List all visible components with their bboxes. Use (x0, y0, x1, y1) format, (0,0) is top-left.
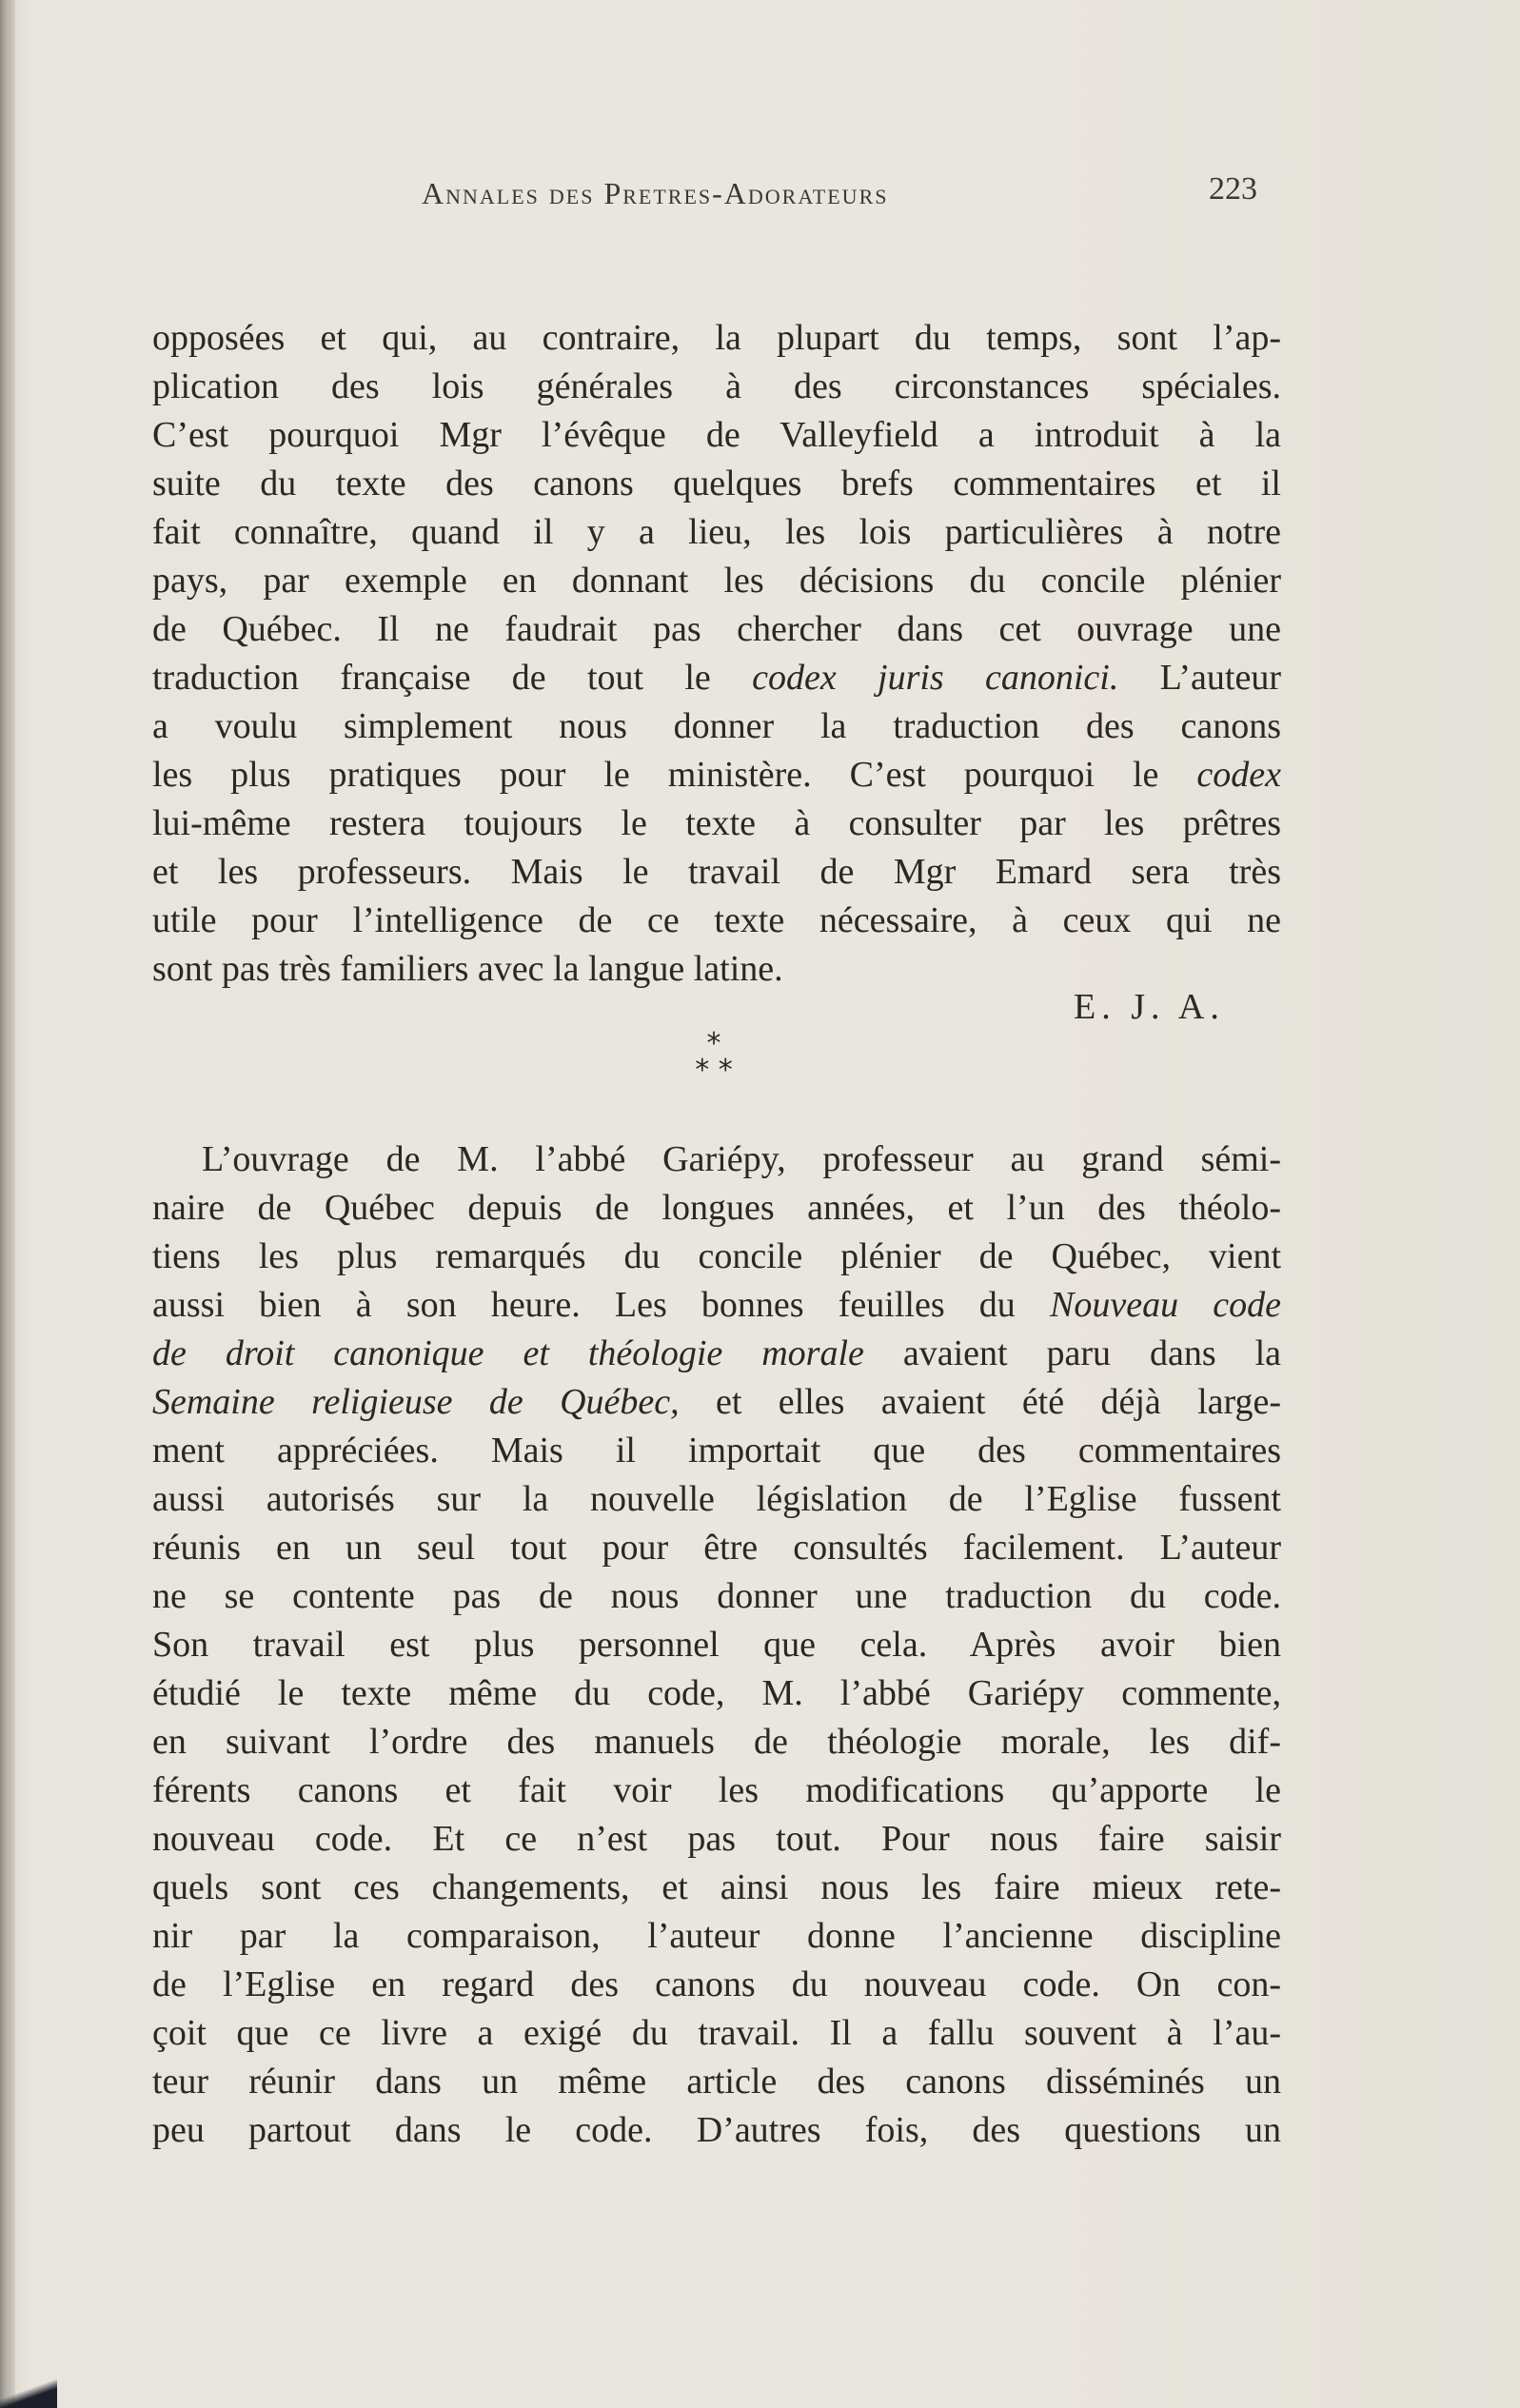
asterism-bottom: * * (695, 1054, 733, 1087)
text-line: en suivant l’ordre des manuels de théologie morale, les dif- (152, 1722, 1281, 1762)
italic-title: Semaine religieuse de Québec, (152, 1382, 680, 1422)
text-line: pays, par exemple en donnant les décisions du concile plénier (152, 561, 1281, 601)
paragraph-2 (152, 1135, 1281, 2155)
text-line: réunis en un seul tout pour être consultés facilement. L’auteur (152, 1528, 1281, 1568)
text-line: peu partout dans le code. D’autres fois, des questions un (152, 2110, 1281, 2150)
italic-title: de droit canonique et théologie morale (152, 1333, 864, 1373)
text-run: les plus pratiques pour le ministère. C’est pourquoi le (152, 755, 1197, 795)
text-line (152, 1281, 1281, 1330)
text-line: naire de Québec depuis de longues années, et l’un des théolo- (152, 1188, 1281, 1228)
text-line: çoit que ce livre a exigé du travail. Il a fallu souvent à l’au- (152, 2013, 1281, 2053)
text-line: Son travail est plus personnel que cela. Après avoir bien (152, 1625, 1281, 1665)
text-run: aussi bien à son heure. Les bonnes feuilles du (152, 1285, 1050, 1325)
running-header: Annales des Pretres-Adorateurs (422, 176, 889, 210)
signature-initials: E. J. A. (1074, 987, 1225, 1027)
text-line: et les professeurs. Mais le travail de Mgr Emard sera très (152, 852, 1281, 892)
text-line: ment appréciées. Mais il importait que des commentaires (152, 1431, 1281, 1470)
text-line: nir par la comparaison, l’auteur donne l’ancienne discipline (152, 1916, 1281, 1956)
text-line: C’est pourquoi Mgr l’évêque de Valleyfield a introduit à la (152, 415, 1281, 455)
italic-title: codex (1196, 755, 1281, 795)
text-line: teur réunir dans un même article des canons disséminés un (152, 2062, 1281, 2102)
paragraph-1 (152, 314, 1281, 994)
text-line: sont pas très familiers avec la langue latine. (152, 949, 783, 989)
text-line: a voulu simplement nous donner la traduction des canons (152, 706, 1281, 746)
text-line: quels sont ces changements, et ainsi nous les faire mieux rete- (152, 1867, 1281, 1907)
text-run: et elles avaient été déjà large- (679, 1382, 1282, 1422)
italic-title: Nouveau code (1050, 1285, 1281, 1325)
text-run: avaient paru dans la (863, 1333, 1282, 1373)
text-run: traduction française de tout le (152, 658, 753, 698)
page-corner-shadow (0, 2379, 57, 2408)
text-line (152, 1378, 1281, 1427)
text-line (152, 1330, 1281, 1378)
text-run: L’auteur (1118, 658, 1281, 698)
text-line: de Québec. Il ne faudrait pas chercher dans cet ouvrage une (152, 609, 1281, 649)
text-line: L’ouvrage de M. l’abbé Gariépy, professeur au grand sémi- (202, 1139, 1281, 1179)
asterism-divider (666, 1027, 761, 1087)
text-line: fait connaître, quand il y a lieu, les lois particulières à notre (152, 512, 1281, 552)
book-spine-shadow (0, 0, 15, 2408)
text-line: lui-même restera toujours le texte à consulter par les prêtres (152, 803, 1281, 843)
text-line: étudié le texte même du code, M. l’abbé Gariépy commente, (152, 1673, 1281, 1713)
text-line (152, 654, 1281, 702)
text-line: utile pour l’intelligence de ce texte nécessaire, à ceux qui ne (152, 900, 1281, 940)
text-line: ne se contente pas de nous donner une traduction du code. (152, 1576, 1281, 1616)
text-line: de l’Eglise en regard des canons du nouveau code. On con- (152, 1964, 1281, 2004)
text-line: suite du texte des canons quelques brefs commentaires et il (152, 464, 1281, 503)
page-number: 223 (1209, 171, 1257, 207)
text-line: plication des lois générales à des circonstances spéciales. (152, 366, 1281, 406)
text-line: nouveau code. Et ce n’est pas tout. Pour nous faire saisir (152, 1819, 1281, 1859)
text-line: férents canons et fait voir les modifications qu’apporte le (152, 1770, 1281, 1810)
italic-title: codex juris canonici. (752, 658, 1119, 698)
text-line: tiens les plus remarqués du concile plénier de Québec, vient (152, 1236, 1281, 1276)
text-line (152, 751, 1281, 799)
text-line: aussi autorisés sur la nouvelle législation de l’Eglise fussent (152, 1479, 1281, 1519)
text-line: opposées et qui, au contraire, la plupart du temps, sont l’ap- (152, 318, 1281, 358)
asterism-top: * (706, 1027, 721, 1060)
